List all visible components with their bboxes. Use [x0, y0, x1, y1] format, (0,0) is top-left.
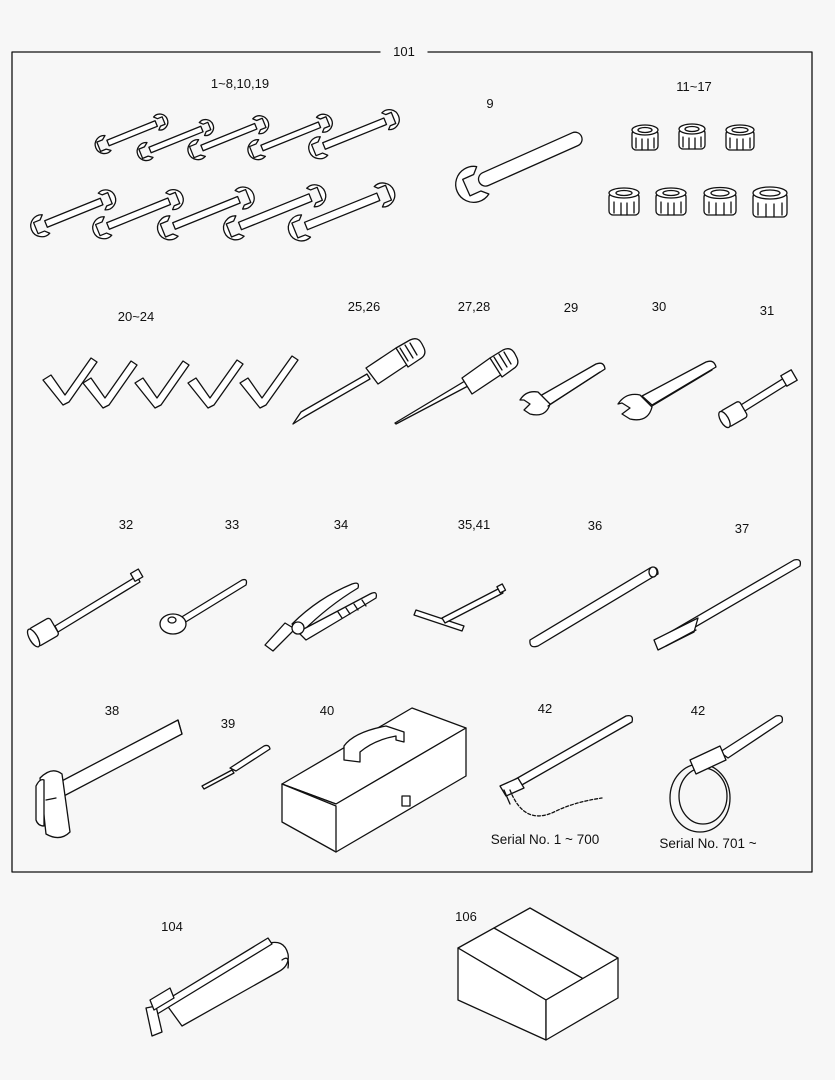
label-pliers-34: 34 [333, 517, 349, 532]
screwdriver-25-icon [293, 339, 425, 424]
label-toolbox-40: 40 [319, 703, 335, 718]
label-wrench-9: 9 [486, 96, 494, 111]
hammer-38-icon [36, 720, 182, 838]
socket-set-icon [609, 124, 787, 217]
wrench-set-icon [27, 106, 402, 245]
hex-key-set-icon [43, 356, 298, 408]
label-adj-wrench-29: 29 [563, 300, 579, 315]
label-hex-keys: 20~24 [117, 309, 155, 324]
bar-36-icon [530, 567, 658, 647]
toolbox-40-icon [282, 708, 466, 852]
label-adj-wrench-30: 30 [651, 299, 667, 314]
serial-range-a: Serial No. 1 ~ 700 [490, 832, 600, 847]
filter-wrench-a-icon [500, 716, 632, 816]
adjustable-wrench-30-icon [618, 361, 716, 420]
wrench-9-icon [450, 120, 589, 208]
label-screwdriver-b: 27,28 [457, 299, 491, 314]
ratchet-handle-33-icon [160, 580, 247, 634]
label-wrench-set: 1~8,10,19 [210, 76, 270, 91]
carton-106-icon [458, 908, 618, 1040]
label-filter-wrench-a: 42 [537, 701, 553, 716]
label-driver-39: 39 [220, 716, 236, 731]
label-bar-36: 36 [587, 518, 603, 533]
extension-bar-32-icon [25, 569, 143, 649]
label-screwdriver-a: 25,26 [347, 299, 381, 314]
label-socket-31: 31 [759, 303, 775, 318]
bar-37-icon [654, 560, 800, 650]
label-t-handle: 35,41 [457, 517, 491, 532]
grease-gun-104-icon [146, 938, 288, 1036]
pliers-34-icon [265, 583, 376, 651]
label-handle-33: 33 [224, 517, 240, 532]
label-grease-gun: 104 [161, 919, 183, 934]
label-sockets: 11~17 [676, 79, 712, 94]
adjustable-wrench-29-icon [520, 363, 605, 415]
t-handle-wrench-icon [414, 584, 506, 631]
filter-wrench-b-icon [670, 716, 782, 832]
label-carton: 106 [455, 909, 477, 924]
driver-39-icon [202, 745, 270, 789]
label-bar-37: 37 [734, 521, 750, 536]
label-extension-32: 32 [118, 517, 134, 532]
label-hammer-38: 38 [104, 703, 120, 718]
frame-title-label: 101 [385, 45, 423, 58]
socket-extension-31-icon [717, 370, 798, 429]
serial-range-b: Serial No. 701 ~ [659, 836, 757, 851]
label-filter-wrench-b: 42 [690, 703, 706, 718]
